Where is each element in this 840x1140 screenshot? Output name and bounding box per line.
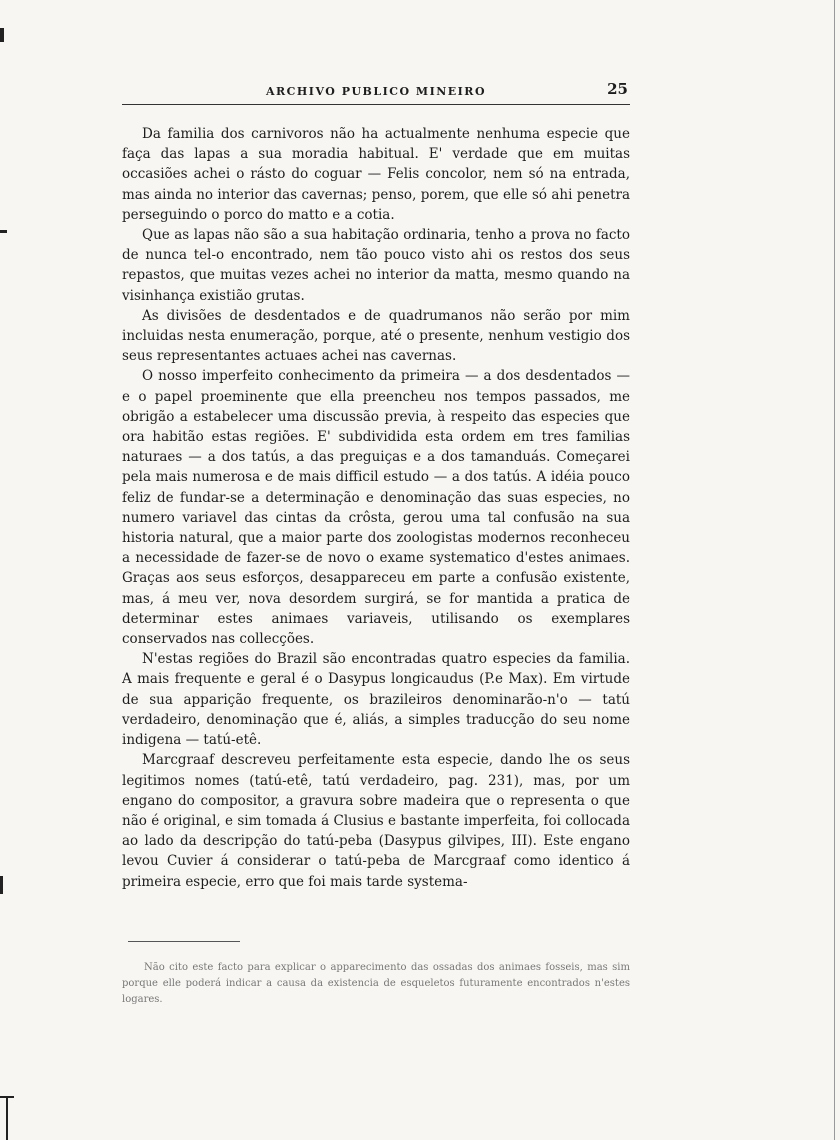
- binding-mark: [0, 876, 3, 894]
- footnote-rule: [128, 941, 240, 942]
- binding-mark: [0, 28, 4, 42]
- footnote: Não cito este facto para explicar o apparecimento das ossadas dos animaes fosseis, mas sim porque elle poderá indicar a causa da existencia de esqueletos futuramente encontrados n'estes logares.: [122, 962, 630, 1005]
- scan-edge-line: [834, 0, 835, 1140]
- body-text: [122, 124, 630, 892]
- paragraph: Da familia dos carnivoros não ha actualmente nenhuma especie que faça das lapas a sua moradia habitual. E' verdade que em muitas occasiões achei o rásto do coguar — Felis concolor, nem só na entrada, mas ainda no interior das cavernas; penso, porem, que elle só ahi penetra perseguindo o porco do matto e a cotia.: [122, 126, 630, 223]
- binding-mark: [6, 1098, 8, 1140]
- binding-mark: [0, 230, 7, 233]
- page-number: 25: [607, 80, 628, 98]
- paragraph: Marcgraaf descreveu perfeitamente esta especie, dando lhe os seus legitimos nomes (tatú-etê, tatú verdadeiro, pag. 231), mas, por um engano do compositor, a gravura sobre madeira que o representa o que não é original, e sim tomada á Clusius e bastante imperfeita, foi collocada ao lado da descripção do tatú-peba (Dasypus gilvipes, III). Este engano levou Cuvier á considerar o tatú-peba de Marcgraaf como identico á primeira especie, erro que foi mais tarde systema-: [122, 752, 630, 890]
- running-header: [122, 80, 630, 105]
- paragraph: Que as lapas não são a sua habitação ordinaria, tenho a prova no facto de nunca tel-o encontrado, nem tão pouco visto ahi os restos dos seus repastos, que muitas vezes achei no interior da matta, mesmo quando na visinhança existião grutas.: [122, 227, 630, 304]
- paragraph: O nosso imperfeito conhecimento da primeira — a dos desdentados — e o papel proeminente que ella preencheu nos tempos passados, me obrigão a estabelecer uma discussão previa, à respeito das especies que ora habitão estas regiões. E' subdividida esta ordem em tres familias naturaes — a dos tatús, a das preguiças e a dos tamanduás. Começarei pela mais numerosa e de mais difficil estudo — a dos tatús. A idéia pouco feliz de fundar-se a determinação e denominação das suas especies, no numero variavel das cintas da crôsta, gerou uma tal confusão na sua historia natural, que a maior parte dos zoologistas modernos reconheceu a necessidade de fazer-se de novo o exame systematico d'estes animaes. Graças aos seus esforços, desappareceu em parte a confusão existente, mas, á meu ver, nova desordem surgirá, se for mantida a pratica de determinar estes animaes variaveis, utilisando os exemplares conservados nas collecções.: [122, 368, 630, 648]
- running-header-title: ARCHIVO PUBLICO MINEIRO: [265, 85, 487, 98]
- paragraph: As divisões de desdentados e de quadrumanos não serão por mim incluidas nesta enumeração, porque, até o presente, nenhum vestigio dos seus representantes actuaes achei nas cavernas.: [122, 307, 630, 365]
- paragraph: N'estas regiões do Brazil são encontradas quatro especies da familia. A mais frequente e geral é o Dasypus longicaudus (P.e Max). Em virtude de sua apparição frequente, os brazileiros denominarão-n'o — tatú verdadeiro, denominação que é, aliás, a simples traducção do seu nome indigena — tatú-etê.: [122, 651, 630, 749]
